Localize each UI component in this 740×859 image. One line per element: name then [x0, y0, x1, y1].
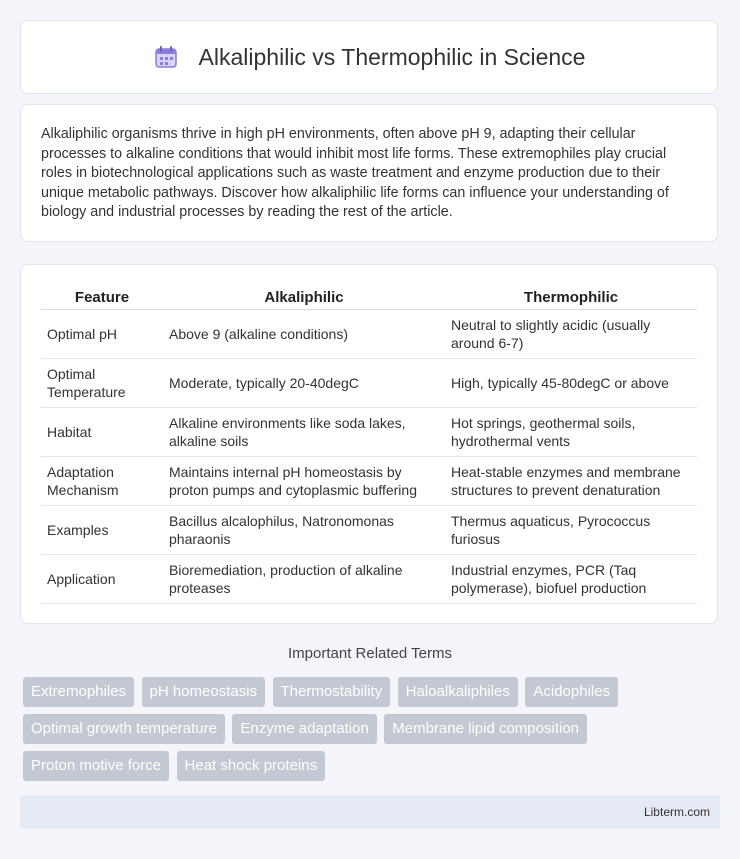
comparison-table	[41, 283, 697, 604]
page-title: Alkaliphilic vs Thermophilic in Science	[198, 43, 586, 70]
table-cell: Thermus aquaticus, Pyrococcus furiosus	[445, 506, 697, 555]
tag-membrane-lipid-composition[interactable]: Membrane lipid composition	[384, 714, 587, 744]
table-cell: Bacillus alcalophilus, Natronomonas pharaonis	[163, 506, 445, 555]
table-cell: Application	[41, 555, 163, 604]
tag-haloalkaliphiles[interactable]: Haloalkaliphiles	[398, 677, 518, 707]
table-cell: Bioremediation, production of alkaline proteases	[163, 555, 445, 604]
table-row	[41, 457, 697, 506]
tag-heat-shock-proteins[interactable]: Heat shock proteins	[177, 751, 326, 781]
calendar-icon	[153, 44, 179, 70]
title-card	[20, 20, 718, 94]
table-cell: Heat-stable enzymes and membrane structures to prevent denaturation	[445, 457, 697, 506]
table-cell: Examples	[41, 506, 163, 555]
tag-enzyme-adaptation[interactable]: Enzyme adaptation	[232, 714, 376, 744]
table-cell: Above 9 (alkaline conditions)	[163, 310, 445, 359]
table-cell: Maintains internal pH homeostasis by proton pumps and cytoplasmic buffering	[163, 457, 445, 506]
table-cell: Industrial enzymes, PCR (Taq polymerase), biofuel production	[445, 555, 697, 604]
table-row	[41, 359, 697, 408]
header-feature: Feature	[41, 283, 163, 310]
tag-proton-motive-force[interactable]: Proton motive force	[23, 751, 169, 781]
table-row	[41, 310, 697, 359]
related-terms-title: Important Related Terms	[288, 645, 452, 662]
table-row	[41, 506, 697, 555]
table-cell: Hot springs, geothermal soils, hydrothermal vents	[445, 408, 697, 457]
tag-acidophiles[interactable]: Acidophiles	[525, 677, 618, 707]
table-row	[41, 408, 697, 457]
table-cell: Optimal pH	[41, 310, 163, 359]
intro-text: Alkaliphilic organisms thrive in high pH environments, often above pH 9, adapting their cellular processes to alkaline conditions that would inhibit most life forms. These extremophiles play crucial roles in biotechnological applications such as waste treatment and enzyme production due to their unique metabolic pathways. Discover how alkaliphilic life forms can influence your understanding of biology and industrial processes by reading the rest of the article.	[41, 126, 669, 220]
table-cell: High, typically 45-80degC or above	[445, 359, 697, 408]
table-cell: Adaptation Mechanism	[41, 457, 163, 506]
tag-ph-homeostasis[interactable]: pH homeostasis	[142, 677, 266, 707]
related-terms-list	[23, 677, 723, 788]
intro-card	[20, 104, 718, 242]
tag-extremophiles[interactable]: Extremophiles	[23, 677, 134, 707]
tag-thermostability[interactable]: Thermostability	[273, 677, 391, 707]
header-alkaliphilic: Alkaliphilic	[163, 283, 445, 310]
table-cell: Optimal Temperature	[41, 359, 163, 408]
comparison-table-card	[20, 264, 718, 624]
table-cell: Neutral to slightly acidic (usually around 6-7)	[445, 310, 697, 359]
table-row	[41, 555, 697, 604]
tag-optimal-growth-temperature[interactable]: Optimal growth temperature	[23, 714, 225, 744]
footer	[20, 795, 720, 829]
footer-brand[interactable]: Libterm.com	[643, 805, 710, 819]
header-thermophilic: Thermophilic	[445, 283, 697, 310]
table-cell: Alkaline environments like soda lakes, alkaline soils	[163, 408, 445, 457]
table-cell: Moderate, typically 20-40degC	[163, 359, 445, 408]
table-header-row	[41, 283, 697, 310]
table-cell: Habitat	[41, 408, 163, 457]
